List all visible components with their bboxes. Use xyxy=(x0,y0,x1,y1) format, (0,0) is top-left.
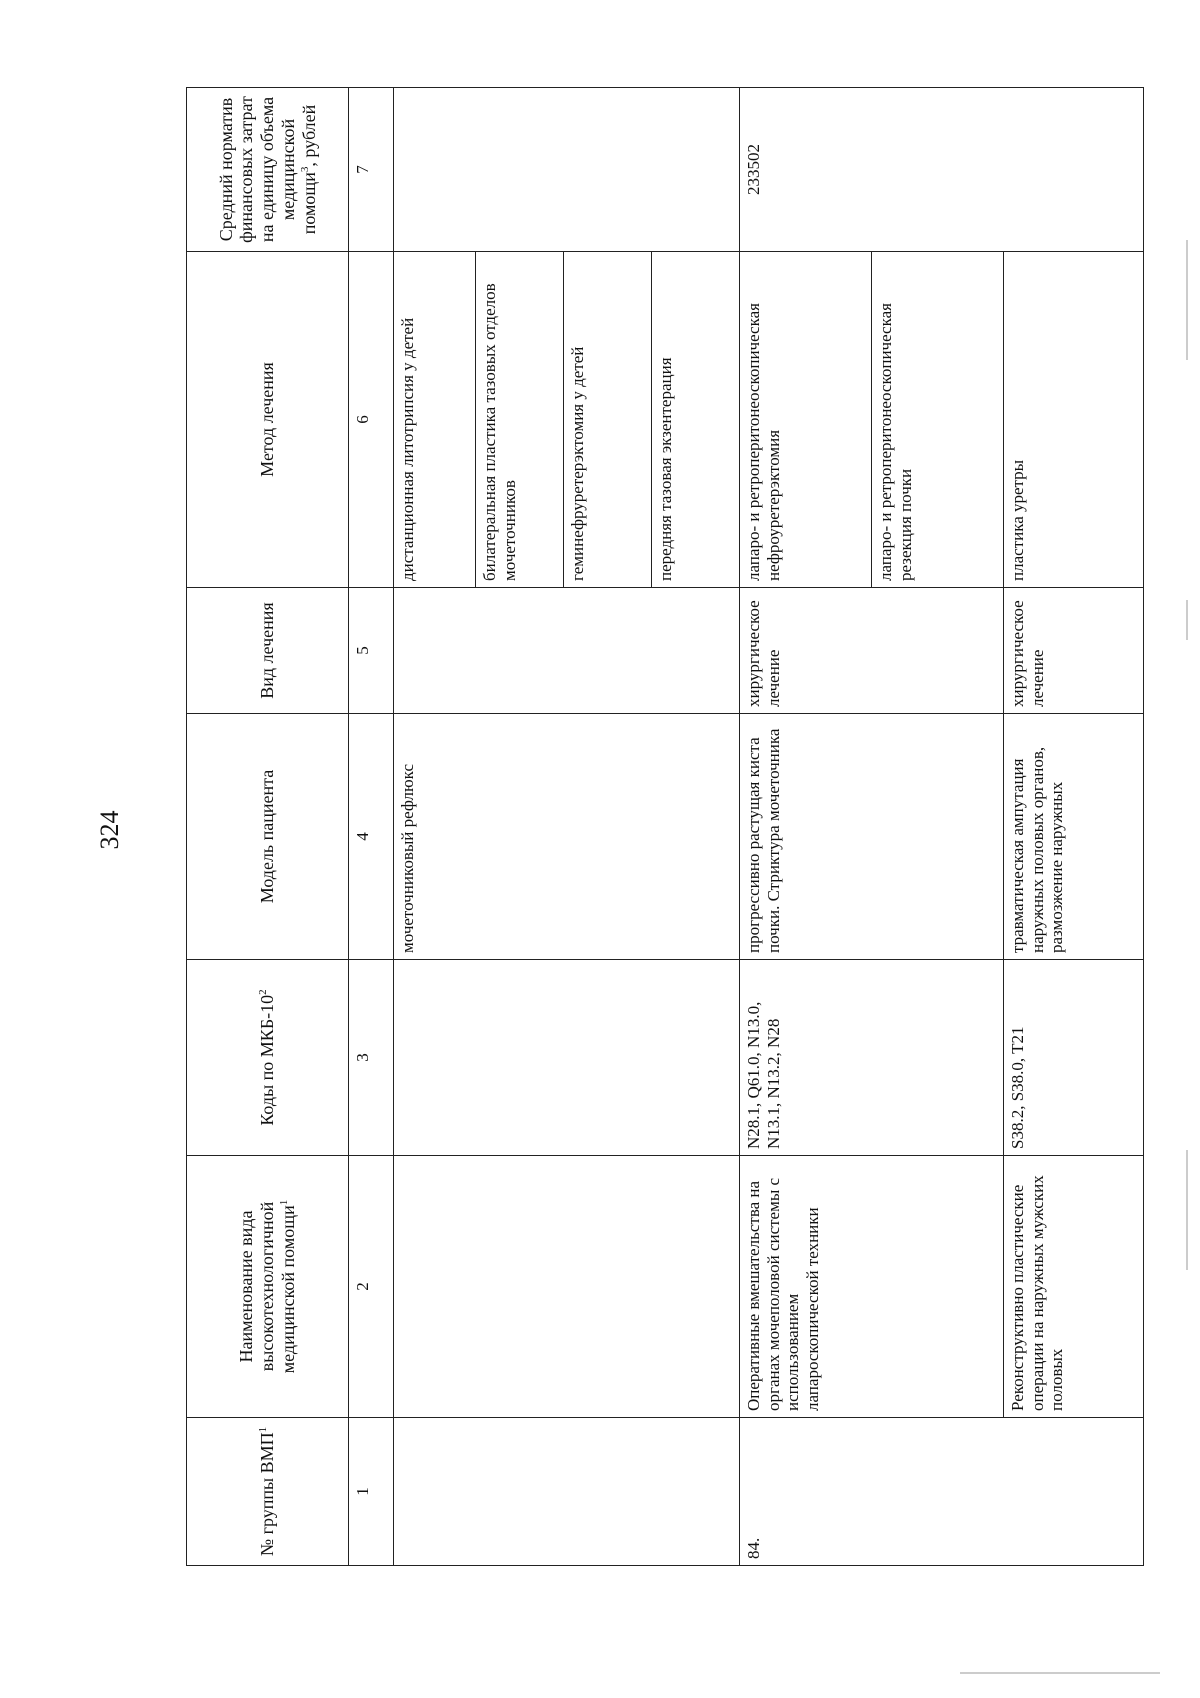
column-number-row xyxy=(349,88,394,1566)
cell-group84-kind: хирургическое лечение xyxy=(740,588,1004,714)
cell-group84-model: прогрессивно растущая киста почки. Стриктура мочеточника xyxy=(740,714,1004,960)
cell-empty xyxy=(394,960,740,1156)
col-num-6: 6 xyxy=(349,252,394,588)
cell-method-exent: передняя тазовая экзентерация xyxy=(652,252,740,588)
cell-group84-num: 84. xyxy=(740,1418,1144,1566)
scan-mark xyxy=(1186,240,1188,360)
col-num-1: 1 xyxy=(349,1418,394,1566)
table-row xyxy=(1004,88,1144,1566)
cell-empty xyxy=(394,88,740,252)
cell-empty xyxy=(394,588,740,714)
scan-mark xyxy=(1186,1150,1188,1270)
cell-method-litho: дистанционная литотрипсия у детей xyxy=(394,252,476,588)
cell-recon-kind: хирургическое лечение xyxy=(1004,588,1144,714)
cell-recon-model: травматическая ампутация наружных половых органов, размозжение наружных xyxy=(1004,714,1144,960)
col-num-2: 2 xyxy=(349,1156,394,1418)
header-vmp-name: Наименование вида высокотехнологичной медицинской помощи$^1$ xyxy=(187,1156,349,1418)
scan-mark xyxy=(1186,600,1188,640)
cell-reflux-model: мочеточниковый рефлюкс xyxy=(394,714,740,960)
cell-group84-codes: N28.1, Q61.0, N13.0, N13.1, N13.2, N28 xyxy=(740,960,1004,1156)
table-wrapper xyxy=(186,88,1142,1566)
scan-mark xyxy=(960,1672,1160,1674)
table-row xyxy=(394,88,476,1566)
cell-group84-norm: 233502 xyxy=(740,88,1144,252)
cell-group84-name: Оперативные вмешательства на органах мочеполовой системы с использованием лапароскопической техники xyxy=(740,1156,1004,1418)
header-treatment-kind: Вид лечения xyxy=(187,588,349,714)
header-row xyxy=(187,88,349,1566)
col-num-7: 7 xyxy=(349,88,394,252)
header-group-number: № группы ВМП$^1$ xyxy=(187,1418,349,1566)
cell-recon-codes: S38.2, S38.0, T21 xyxy=(1004,960,1144,1156)
header-patient-model: Модель пациента xyxy=(187,714,349,960)
header-treatment-method: Метод лечения xyxy=(187,252,349,588)
cell-method-bilateral: билатеральная пластика тазовых отделов мочеточников xyxy=(476,252,564,588)
table-row xyxy=(740,88,872,1566)
cell-method-hemi: геминефруретерэктомия у детей xyxy=(564,252,652,588)
header-icd-codes: Коды по МКБ-$10^2$ xyxy=(187,960,349,1156)
col-num-5: 5 xyxy=(349,588,394,714)
cell-empty xyxy=(394,1418,740,1566)
page-number: 324 xyxy=(95,810,124,850)
col-num-4: 4 xyxy=(349,714,394,960)
cell-group84-method1: лапаро- и ретроперитонеоскопическая нефроуретерэктомия xyxy=(740,252,872,588)
cell-recon-name: Реконструктивно пластические операции на наружных мужских половых xyxy=(1004,1156,1144,1418)
cell-group84-method2: лапаро- и ретроперитонеоскопическая резекция почки xyxy=(872,252,1004,588)
col-num-3: 3 xyxy=(349,960,394,1156)
cell-recon-method: пластика уретры xyxy=(1004,252,1144,588)
cell-empty xyxy=(394,1156,740,1418)
header-norm: Средний норматив финансовых затрат на единицу объема медицинской помощи$^3$, рублей xyxy=(187,88,349,252)
vmp-table xyxy=(186,87,1144,1566)
